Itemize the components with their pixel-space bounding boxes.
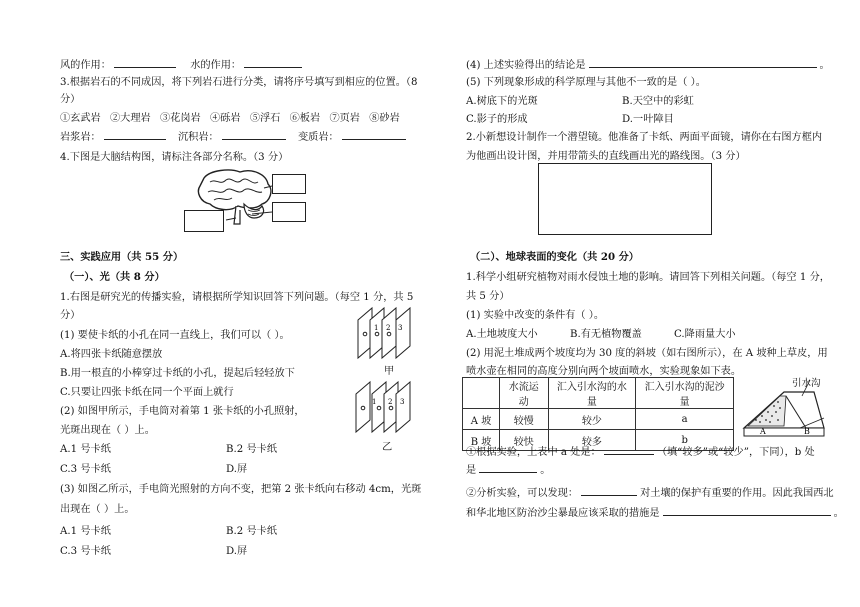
subsection-earth-heading: （二）、地球表面的变化（共 20 分） bbox=[470, 251, 639, 263]
rock-item: ②大理岩 bbox=[110, 113, 151, 124]
question-1-3: (3) 如图乙所示，手电筒光照射的方向不变，把第 2 张卡纸向右移动 4cm，光斑 bbox=[60, 484, 422, 495]
brain-label-box[interactable] bbox=[184, 210, 224, 232]
card-number: 2 bbox=[386, 324, 391, 332]
question-e-2-ii: ②分析实验，可以发现： 对土壤的保护有重要的作用。因此我国西北 bbox=[466, 484, 834, 499]
card-experiment-yi bbox=[350, 376, 416, 436]
card-experiment-jia bbox=[352, 302, 418, 362]
table-row: B 坡 较快 较多 b bbox=[463, 430, 734, 451]
wind-water-line: 风的作用： 水的作用： bbox=[60, 56, 305, 71]
answer-blank[interactable] bbox=[114, 56, 176, 68]
figure-label-jia: 甲 bbox=[384, 366, 395, 377]
question-2: 2.小新想设计制作一个潜望镜。他准备了卡纸、两面平面镜，请你在右图方框内 bbox=[466, 132, 823, 143]
answer-blank[interactable] bbox=[589, 56, 817, 68]
ditch-label: 引水沟 bbox=[792, 378, 821, 389]
answer-blank[interactable] bbox=[342, 128, 406, 140]
figure-label-yi: 乙 bbox=[382, 442, 393, 453]
table-header-row: 水流运动 汇入引水沟的水量 汇入引水沟的泥沙量 bbox=[463, 378, 734, 409]
rock-list bbox=[60, 109, 400, 124]
answer-blank[interactable] bbox=[581, 484, 637, 496]
table-row: A 坡 较慢 较少 a bbox=[463, 409, 734, 430]
subsection-light-heading: （一）、光（共 8 分） bbox=[64, 271, 165, 283]
answer-blank[interactable] bbox=[222, 128, 286, 140]
section-3-heading: 三、实践应用（共 55 分） bbox=[60, 251, 184, 263]
brain-label-box[interactable] bbox=[272, 202, 306, 222]
slope-label-b: B bbox=[804, 427, 810, 436]
answer-blank[interactable] bbox=[244, 56, 302, 68]
brain-label-box[interactable] bbox=[272, 174, 306, 194]
question-e-2-i: ①根据实验，上表中 a 处是： （填“较多”或“较少”，下同），b 处 bbox=[466, 443, 815, 458]
card-number: 1 bbox=[374, 324, 379, 332]
rock-item: ③花岗岩 bbox=[160, 113, 201, 124]
rock-item: ⑦页岩 bbox=[329, 113, 360, 124]
question-1-1: (1) 要使卡纸的小孔在同一直线上，我们可以（ ）。 bbox=[60, 330, 290, 341]
periscope-drawing-box[interactable] bbox=[538, 163, 712, 235]
rock-item: ④砾岩 bbox=[210, 113, 241, 124]
rock-item: ①玄武岩 bbox=[60, 113, 101, 124]
card-number: 3 bbox=[398, 324, 403, 332]
card-number: 3 bbox=[400, 398, 405, 406]
question-1-2: (2) 如图甲所示，手电筒对着第 1 张卡纸的小孔照射， bbox=[60, 406, 305, 417]
question-1-5: (5) 下列现象形成的科学原理与其他不一致的是（ ）。 bbox=[466, 77, 706, 88]
card-number: 1 bbox=[372, 398, 377, 406]
rock-item: ⑥板岩 bbox=[289, 113, 321, 124]
answer-blank[interactable] bbox=[479, 461, 537, 473]
rock-item: ⑤浮石 bbox=[249, 113, 281, 124]
question-e-1: (1) 实验中改变的条件有（ ）。 bbox=[466, 310, 605, 321]
rock-type-line: 岩浆岩： 沉积岩： 变质岩： bbox=[60, 128, 409, 143]
slope-label-a: A bbox=[760, 427, 766, 436]
answer-blank[interactable] bbox=[663, 504, 831, 516]
answer-blank[interactable] bbox=[104, 128, 166, 140]
question-3: 3.根据岩石的不同成因，将下列岩石进行分类，请将序号填写到相应的位置。（8 bbox=[60, 77, 418, 88]
card-number: 2 bbox=[388, 398, 393, 406]
answer-blank[interactable] bbox=[604, 443, 654, 455]
question-1-4: (4) 上述实验得出的结论是 。 bbox=[466, 56, 830, 71]
question-4: 4.下图是大脑结构图，请标注各部分名称。（3 分） bbox=[60, 152, 289, 163]
question-e-2: (2) 用泥土堆成两个坡度均为 30 度的斜坡（如右图所示），在 A 坡种上草皮，用 bbox=[466, 348, 828, 359]
rock-item: ⑧砂岩 bbox=[369, 113, 400, 124]
experiment-table bbox=[462, 377, 734, 451]
